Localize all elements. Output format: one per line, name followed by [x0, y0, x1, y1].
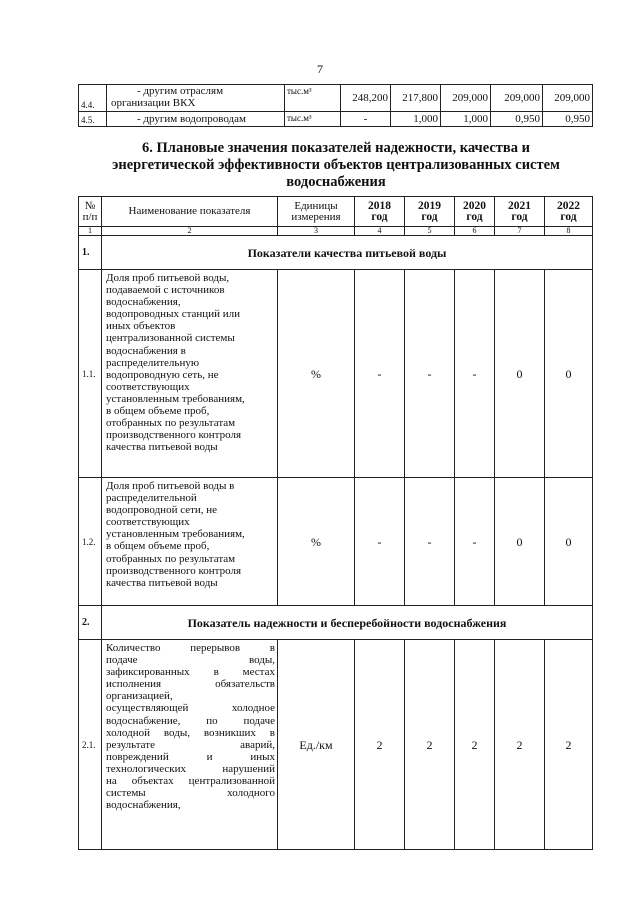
page-number: 7: [317, 62, 323, 76]
value-cell: 209,000: [441, 85, 491, 112]
description-line: подаче воды,: [106, 654, 275, 667]
heading-line: 6. Плановые значения показателей надежности, качества и: [142, 140, 530, 156]
year-word: год: [466, 210, 483, 223]
description-line: соответствующих: [106, 380, 190, 393]
value-cell: -: [355, 270, 405, 478]
description-line: подаваемой с источников: [106, 284, 225, 297]
description-line: осуществляющей холодное: [106, 702, 275, 715]
description-line: технологических нарушений: [106, 762, 275, 775]
table-row: [79, 112, 593, 127]
table-row: [79, 640, 593, 850]
value-cell: 217,800: [391, 85, 441, 112]
value-cell: -: [355, 478, 405, 606]
description-line: зафиксированных в местах: [106, 666, 275, 679]
indicator-name-line: организации ВКХ: [111, 97, 196, 109]
description-line: в общем объеме проб,: [106, 405, 210, 418]
header-year: [455, 197, 495, 227]
value-cell: 2: [495, 640, 545, 850]
value-cell: -: [455, 478, 495, 606]
table-row: [79, 85, 593, 112]
description-line: водопроводной сети, не: [106, 504, 218, 517]
value-cell: 0,950: [543, 112, 593, 127]
column-number: 2: [102, 227, 278, 236]
column-number: 4: [355, 227, 405, 236]
section-number: 1.: [79, 236, 102, 270]
value-cell: 1,000: [391, 112, 441, 127]
header-year: [495, 197, 545, 227]
year-text: 2021: [508, 199, 531, 212]
header-row: [79, 197, 593, 227]
section-row: [79, 606, 593, 640]
column-number: 3: [278, 227, 355, 236]
section-heading: [98, 140, 574, 191]
header-number: [79, 197, 102, 227]
column-number: 7: [495, 227, 545, 236]
value-cell: 209,000: [491, 85, 543, 112]
description-line: водоснабжения,: [106, 799, 181, 812]
section-number: 2.: [79, 606, 102, 640]
header-text: №: [84, 199, 96, 212]
section-title: Показатели качества питьевой воды: [102, 236, 593, 270]
description-line: водоснабжения,: [106, 296, 181, 309]
description-line: соответствующих: [106, 516, 190, 529]
description-line: Доля проб питьевой воды,: [106, 272, 230, 284]
description-line: холодной воды, возникших в: [106, 726, 275, 739]
description-line: иных объектов: [106, 320, 176, 333]
description-line: системы холодного: [106, 787, 275, 800]
header-text: измерения: [291, 210, 341, 223]
row-number: 4.5.: [79, 112, 107, 127]
heading-line: водоснабжения: [286, 174, 386, 190]
indicator-description: [102, 270, 278, 478]
description-line: Доля проб питьевой воды в: [106, 480, 235, 492]
description-line: исполнения обязательств: [106, 678, 275, 691]
value-cell: 0: [545, 270, 593, 478]
year-text: 2019: [418, 199, 441, 212]
indicator-name: - другим водопроводам: [107, 112, 285, 127]
unit-cell: Ед./км: [278, 640, 355, 850]
description-line: водоснабжение, по подаче: [106, 714, 275, 727]
year-word: год: [421, 210, 438, 223]
unit-cell: %: [278, 478, 355, 606]
description-line: установленным требованиям,: [106, 528, 245, 541]
value-cell: 1,000: [441, 112, 491, 127]
year-word: год: [560, 210, 577, 223]
value-cell: 2: [355, 640, 405, 850]
row-number: 1.2.: [79, 478, 102, 606]
value-cell: 0: [495, 270, 545, 478]
value-cell: 2: [455, 640, 495, 850]
column-number-row: [79, 227, 593, 236]
value-cell: 248,200: [341, 85, 391, 112]
description-line: распределительную: [106, 356, 200, 369]
heading-line: энергетической эффективности объектов централизованных систем: [112, 157, 560, 173]
description-line: на объектах централизованной: [106, 775, 275, 788]
description-line: в общем объеме проб,: [106, 540, 210, 553]
column-number: 5: [405, 227, 455, 236]
value-cell: 0: [545, 478, 593, 606]
value-cell: 0,950: [491, 112, 543, 127]
section-row: [79, 236, 593, 270]
column-number: 8: [545, 227, 593, 236]
description-line: производственного контроля: [106, 564, 241, 577]
description-line: качества питьевой воды: [106, 441, 218, 454]
header-unit: [278, 197, 355, 227]
value-cell: -: [405, 270, 455, 478]
description-line: Количество перерывов в: [106, 642, 275, 654]
table-row: [79, 478, 593, 606]
row-number: 2.1.: [79, 640, 102, 850]
header-text: п/п: [82, 210, 98, 223]
description-line: водопроводных станций или: [106, 308, 240, 321]
indicators-table: [78, 196, 593, 850]
description-line: отобранных по результатам: [106, 552, 236, 565]
row-number: 1.1.: [79, 270, 102, 478]
indicator-description: [102, 478, 278, 606]
indicator-name: [107, 85, 285, 112]
unit-cell: %: [278, 270, 355, 478]
value-cell: 2: [405, 640, 455, 850]
unit-cell: тыс.м³: [285, 85, 341, 112]
description-line: организацией,: [106, 690, 173, 703]
year-text: 2018: [368, 199, 391, 212]
description-line: качества питьевой воды: [106, 576, 218, 589]
table-row: [79, 270, 593, 478]
column-number: 1: [79, 227, 102, 236]
description-line: установленным требованиям,: [106, 392, 245, 405]
description-line: повреждений и иных: [106, 750, 275, 763]
header-year: [405, 197, 455, 227]
header-year: [545, 197, 593, 227]
year-word: год: [511, 210, 528, 223]
description-line: распределительной: [106, 492, 197, 505]
value-cell: -: [341, 112, 391, 127]
year-text: 2022: [557, 199, 580, 212]
header-text: Единицы: [294, 199, 338, 212]
description-line: производственного контроля: [106, 429, 241, 442]
description-line: водоснабжения в: [106, 344, 186, 357]
year-word: год: [371, 210, 388, 223]
year-text: 2020: [463, 199, 486, 212]
column-number: 6: [455, 227, 495, 236]
description-line: централизованной системы: [106, 332, 235, 345]
description-line: отобранных по результатам: [106, 417, 236, 430]
unit-cell: тыс.м³: [285, 112, 341, 127]
value-cell: 2: [545, 640, 593, 850]
description-line: результате аварий,: [106, 738, 275, 751]
header-year: [355, 197, 405, 227]
row-number: 4.4.: [79, 85, 107, 112]
value-cell: -: [455, 270, 495, 478]
indicator-name-line: - другим отраслям: [137, 85, 224, 97]
description-line: водопроводную сеть, не: [106, 368, 219, 381]
value-cell: -: [405, 478, 455, 606]
continuation-table: [78, 84, 593, 127]
value-cell: 209,000: [543, 85, 593, 112]
value-cell: 0: [495, 478, 545, 606]
header-name: Наименование показателя: [102, 197, 278, 227]
section-title: Показатель надежности и бесперебойности водоснабжения: [102, 606, 593, 640]
indicator-description: [102, 640, 278, 850]
